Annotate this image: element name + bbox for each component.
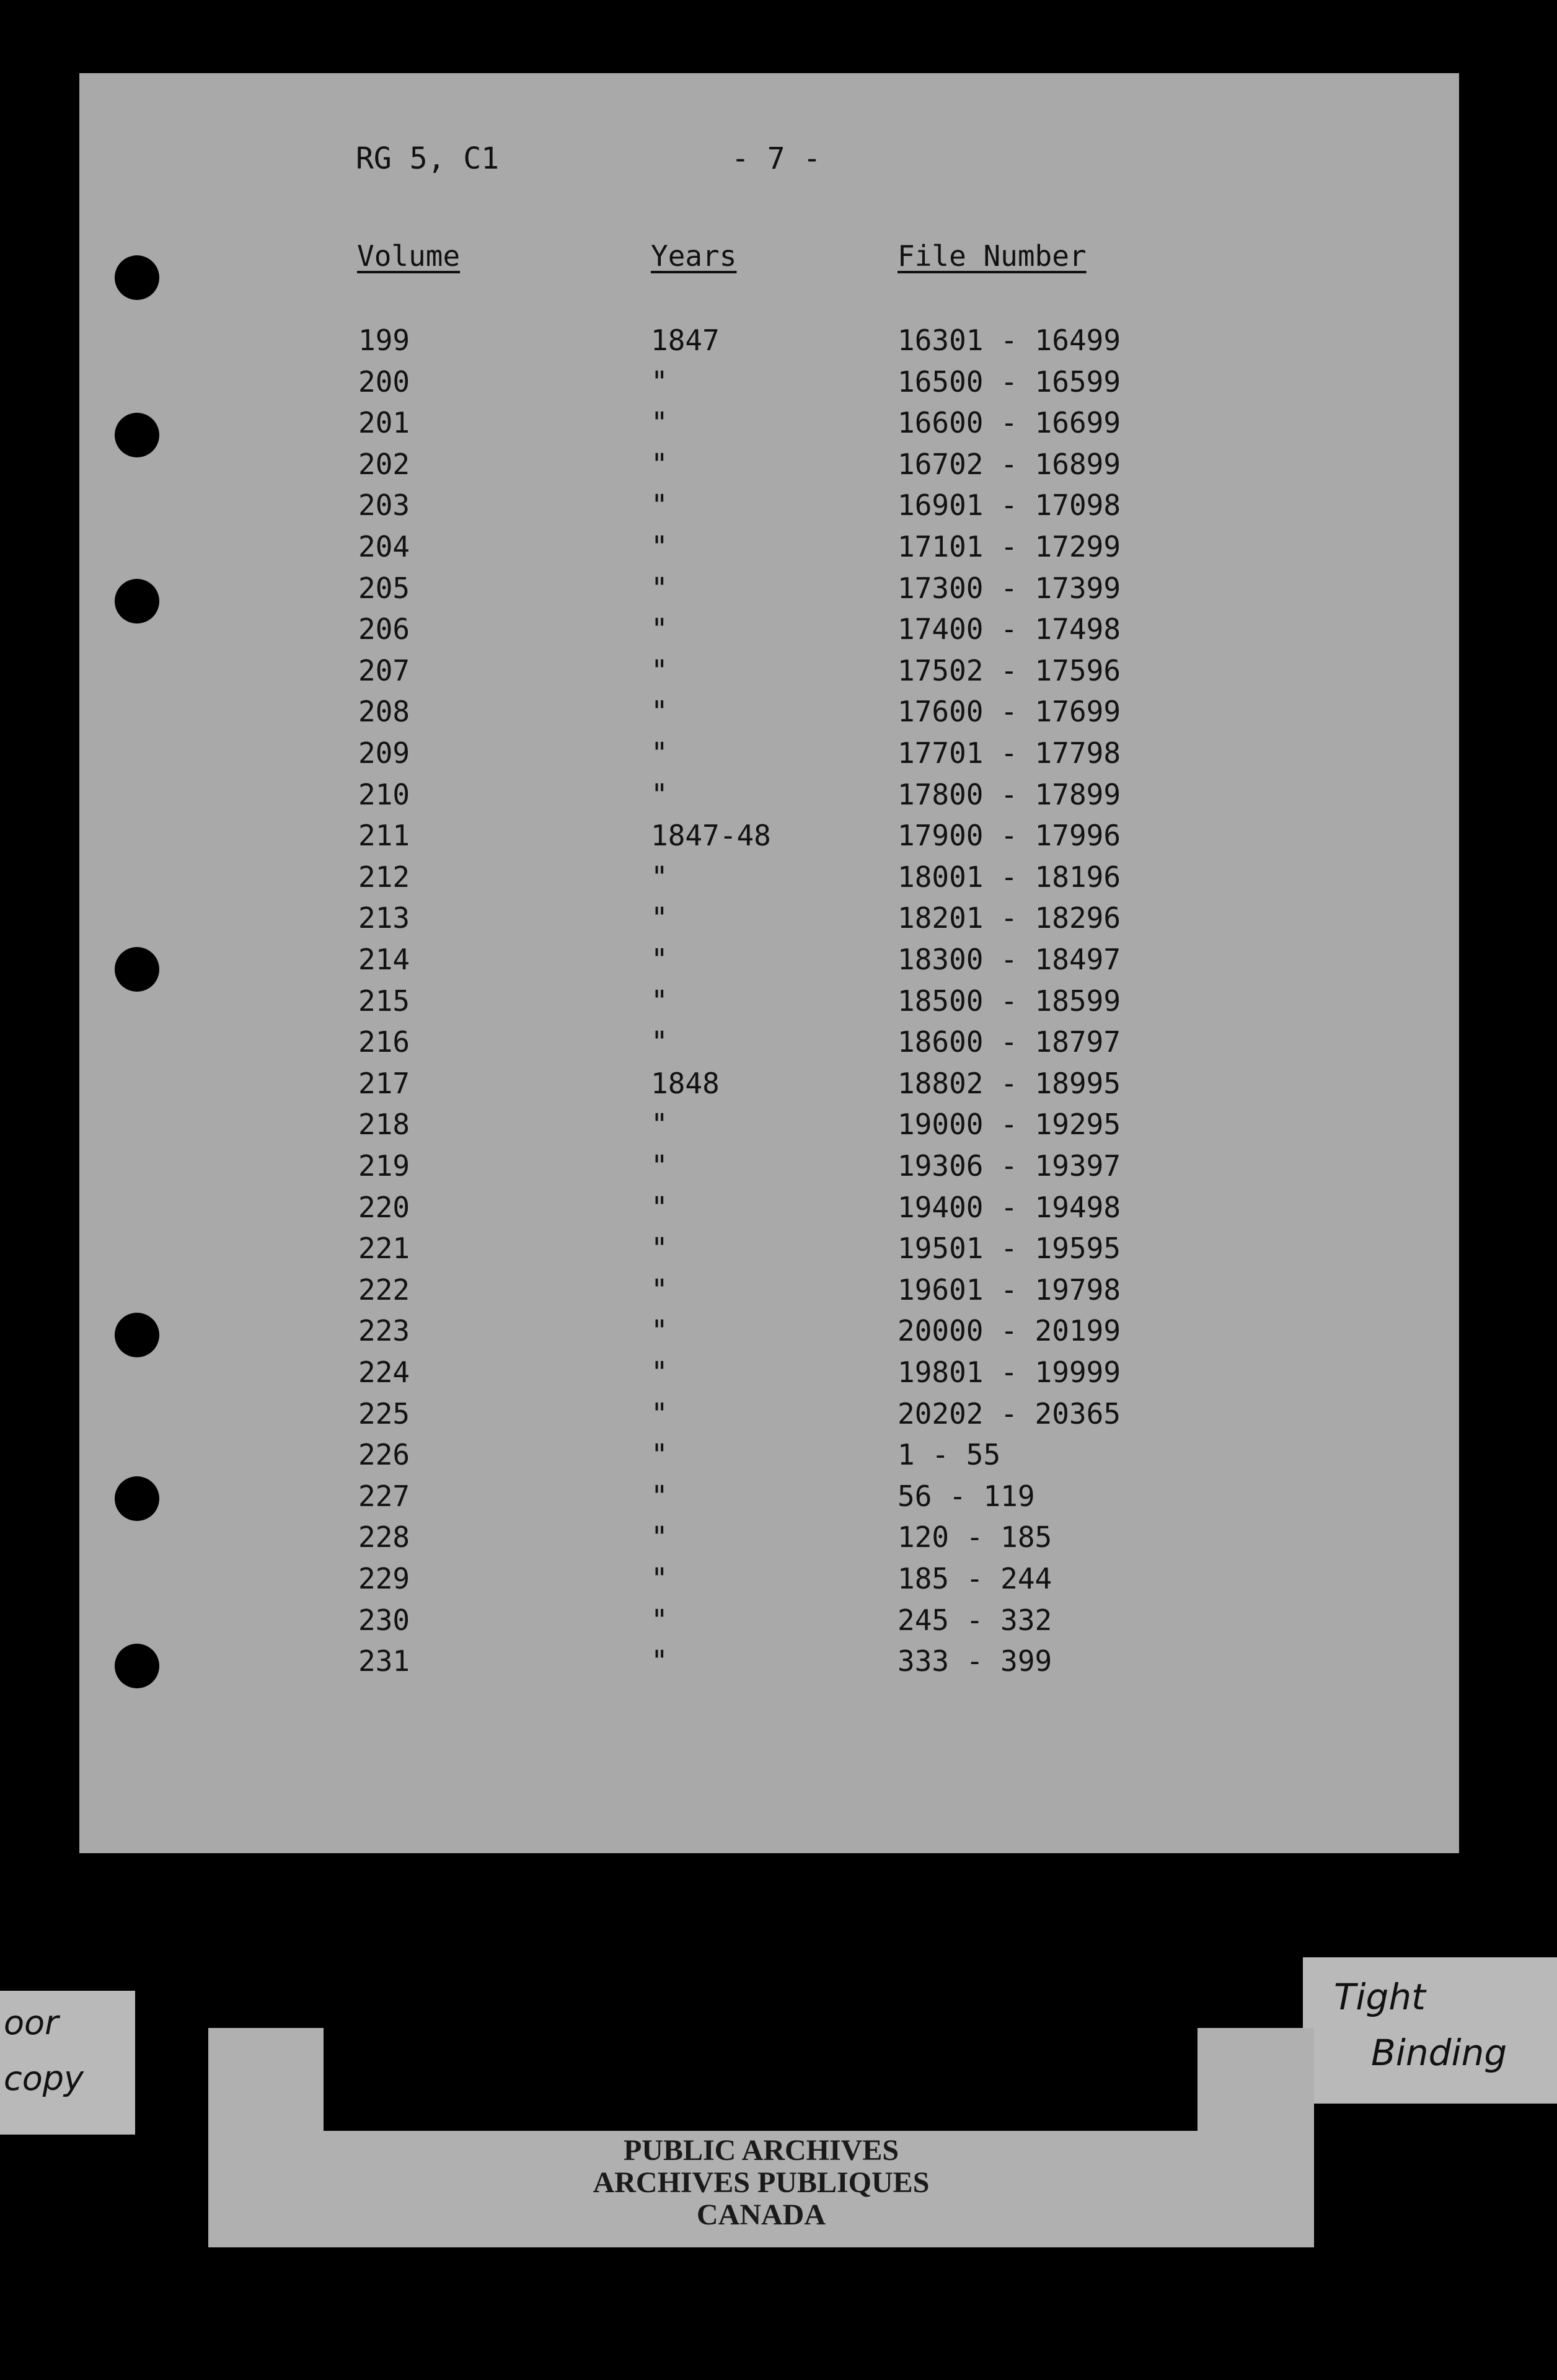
file-number-cell: 120 - 185 <box>898 1520 1052 1554</box>
punch-hole <box>115 255 159 300</box>
years-cell: " <box>651 1314 668 1347</box>
file-number-cell: 17502 - 17596 <box>898 654 1121 687</box>
file-number-cell: 18802 - 18995 <box>898 1067 1121 1100</box>
file-number-cell: 16702 - 16899 <box>898 447 1121 481</box>
years-cell: " <box>651 1603 668 1637</box>
file-number-cell: 19501 - 19595 <box>898 1232 1121 1265</box>
years-cell: " <box>651 488 668 522</box>
file-number-cell: 185 - 244 <box>898 1562 1052 1595</box>
years-cell: " <box>651 1397 668 1430</box>
years-cell: " <box>651 1355 668 1389</box>
years-cell: " <box>651 1273 668 1307</box>
file-number-cell: 17800 - 17899 <box>898 778 1121 811</box>
years-cell: " <box>651 1438 668 1471</box>
volume-cell: 219 <box>358 1149 410 1183</box>
file-number-cell: 16500 - 16599 <box>898 365 1121 399</box>
stamp-line: ARCHIVES PUBLIQUES <box>593 2166 930 2199</box>
table-row <box>0 1438 1557 1479</box>
volume-cell: 225 <box>358 1397 410 1430</box>
table-row <box>0 1025 1557 1066</box>
file-number-cell: 16301 - 16499 <box>898 324 1121 357</box>
years-cell: " <box>651 1108 668 1141</box>
volume-cell: 199 <box>358 324 410 357</box>
years-cell: " <box>651 1562 668 1595</box>
table-row <box>0 1191 1557 1232</box>
table-row <box>0 695 1557 736</box>
volume-cell: 213 <box>358 901 410 935</box>
table-row <box>0 1273 1557 1314</box>
table-row <box>0 612 1557 653</box>
table-row <box>0 1562 1557 1603</box>
volume-cell: 208 <box>358 695 410 728</box>
column-header-file-number: File Number <box>898 239 1087 273</box>
stamp-line: CANADA <box>697 2198 826 2231</box>
file-number-cell: 18201 - 18296 <box>898 901 1121 935</box>
volume-cell: 206 <box>358 612 410 646</box>
table-row <box>0 984 1557 1025</box>
years-cell: " <box>651 778 668 811</box>
table-row <box>0 1314 1557 1355</box>
volume-cell: 210 <box>358 778 410 811</box>
table-row <box>0 1149 1557 1190</box>
years-cell: " <box>651 736 668 770</box>
file-number-cell: 1 - 55 <box>898 1438 1001 1471</box>
volume-cell: 201 <box>358 406 410 439</box>
volume-cell: 216 <box>358 1025 410 1059</box>
table-row <box>0 1108 1557 1148</box>
volume-cell: 230 <box>358 1603 410 1637</box>
years-cell: 1848 <box>651 1067 720 1100</box>
years-cell: " <box>651 901 668 935</box>
table-row <box>0 1397 1557 1438</box>
file-number-cell: 17101 - 17299 <box>898 530 1121 563</box>
table-row <box>0 1479 1557 1520</box>
years-cell: " <box>651 530 668 563</box>
volume-cell: 226 <box>358 1438 410 1471</box>
volume-cell: 227 <box>358 1479 410 1513</box>
file-number-cell: 18500 - 18599 <box>898 984 1121 1018</box>
file-number-cell: 19400 - 19498 <box>898 1191 1121 1224</box>
column-header-volume: Volume <box>357 239 461 273</box>
table-row <box>0 901 1557 942</box>
file-number-cell: 19306 - 19397 <box>898 1149 1121 1183</box>
note-line: Binding <box>1371 2032 1507 2074</box>
volume-cell: 231 <box>358 1644 410 1678</box>
years-cell: " <box>651 1479 668 1513</box>
table-row <box>0 365 1557 406</box>
volume-cell: 202 <box>358 447 410 481</box>
file-number-cell: 16901 - 17098 <box>898 488 1121 522</box>
file-number-cell: 18600 - 18797 <box>898 1025 1121 1059</box>
table-row <box>0 778 1557 819</box>
note-label-poor-copy <box>0 1991 135 2135</box>
file-number-cell: 17400 - 17498 <box>898 612 1121 646</box>
years-cell: " <box>651 860 668 894</box>
table-row <box>0 1644 1557 1685</box>
table-row <box>0 1067 1557 1108</box>
column-header-years: Years <box>651 239 737 273</box>
years-cell: " <box>651 984 668 1018</box>
file-number-cell: 20202 - 20365 <box>898 1397 1121 1430</box>
table-row <box>0 654 1557 695</box>
stamp-notch <box>324 2024 1198 2131</box>
file-number-cell: 17600 - 17699 <box>898 695 1121 728</box>
volume-cell: 217 <box>358 1067 410 1100</box>
record-group-label: RG 5, C1 <box>356 141 500 176</box>
file-number-cell: 19601 - 19798 <box>898 1273 1121 1307</box>
years-cell: " <box>651 1520 668 1554</box>
years-cell: " <box>651 1149 668 1183</box>
volume-cell: 215 <box>358 984 410 1018</box>
table-row <box>0 488 1557 529</box>
years-cell: " <box>651 695 668 728</box>
file-number-cell: 17701 - 17798 <box>898 736 1121 770</box>
table-row <box>0 736 1557 777</box>
volume-cell: 214 <box>358 943 410 976</box>
file-number-cell: 18001 - 18196 <box>898 860 1121 894</box>
table-row <box>0 1232 1557 1272</box>
years-cell: " <box>651 447 668 481</box>
volume-cell: 220 <box>358 1191 410 1224</box>
volume-cell: 212 <box>358 860 410 894</box>
years-cell: " <box>651 612 668 646</box>
file-number-cell: 56 - 119 <box>898 1479 1035 1513</box>
years-cell: " <box>651 654 668 687</box>
file-number-cell: 245 - 332 <box>898 1603 1052 1637</box>
table-row <box>0 571 1557 612</box>
table-row <box>0 406 1557 447</box>
volume-cell: 205 <box>358 571 410 605</box>
years-cell: " <box>651 406 668 439</box>
volume-cell: 211 <box>358 819 410 852</box>
volume-cell: 228 <box>358 1520 410 1554</box>
volume-cell: 203 <box>358 488 410 522</box>
table-row <box>0 1603 1557 1644</box>
note-line: oor <box>4 2003 59 2042</box>
table-row <box>0 943 1557 984</box>
years-cell: " <box>651 1232 668 1265</box>
table-row <box>0 1520 1557 1561</box>
volume-cell: 229 <box>358 1562 410 1595</box>
file-number-cell: 333 - 399 <box>898 1644 1052 1678</box>
file-number-cell: 19000 - 19295 <box>898 1108 1121 1141</box>
table-row <box>0 860 1557 901</box>
file-number-cell: 20000 - 20199 <box>898 1314 1121 1347</box>
table-row <box>0 530 1557 571</box>
volume-cell: 223 <box>358 1314 410 1347</box>
file-number-cell: 17300 - 17399 <box>898 571 1121 605</box>
volume-cell: 222 <box>358 1273 410 1307</box>
table-row <box>0 819 1557 860</box>
volume-cell: 224 <box>358 1355 410 1389</box>
volume-cell: 221 <box>358 1232 410 1265</box>
years-cell: " <box>651 1191 668 1224</box>
table-row <box>0 447 1557 488</box>
years-cell: " <box>651 571 668 605</box>
volume-cell: 200 <box>358 365 410 399</box>
note-label-tight-binding <box>1303 1957 1557 2104</box>
volume-cell: 204 <box>358 530 410 563</box>
table-row <box>0 324 1557 364</box>
volume-cell: 209 <box>358 736 410 770</box>
volume-cell: 218 <box>358 1108 410 1141</box>
table-row <box>0 1355 1557 1396</box>
years-cell: " <box>651 365 668 399</box>
years-cell: 1847 <box>651 324 720 357</box>
note-line: copy <box>4 2059 84 2098</box>
file-number-cell: 18300 - 18497 <box>898 943 1121 976</box>
years-cell: " <box>651 1644 668 1678</box>
stamp-line: PUBLIC ARCHIVES <box>623 2134 899 2167</box>
years-cell: 1847-48 <box>651 819 771 852</box>
volume-cell: 207 <box>358 654 410 687</box>
file-number-cell: 16600 - 16699 <box>898 406 1121 439</box>
years-cell: " <box>651 1025 668 1059</box>
years-cell: " <box>651 943 668 976</box>
page-number: - 7 - <box>731 141 821 176</box>
note-line: Tight <box>1334 1976 1426 2018</box>
file-number-cell: 19801 - 19999 <box>898 1355 1121 1389</box>
file-number-cell: 17900 - 17996 <box>898 819 1121 852</box>
